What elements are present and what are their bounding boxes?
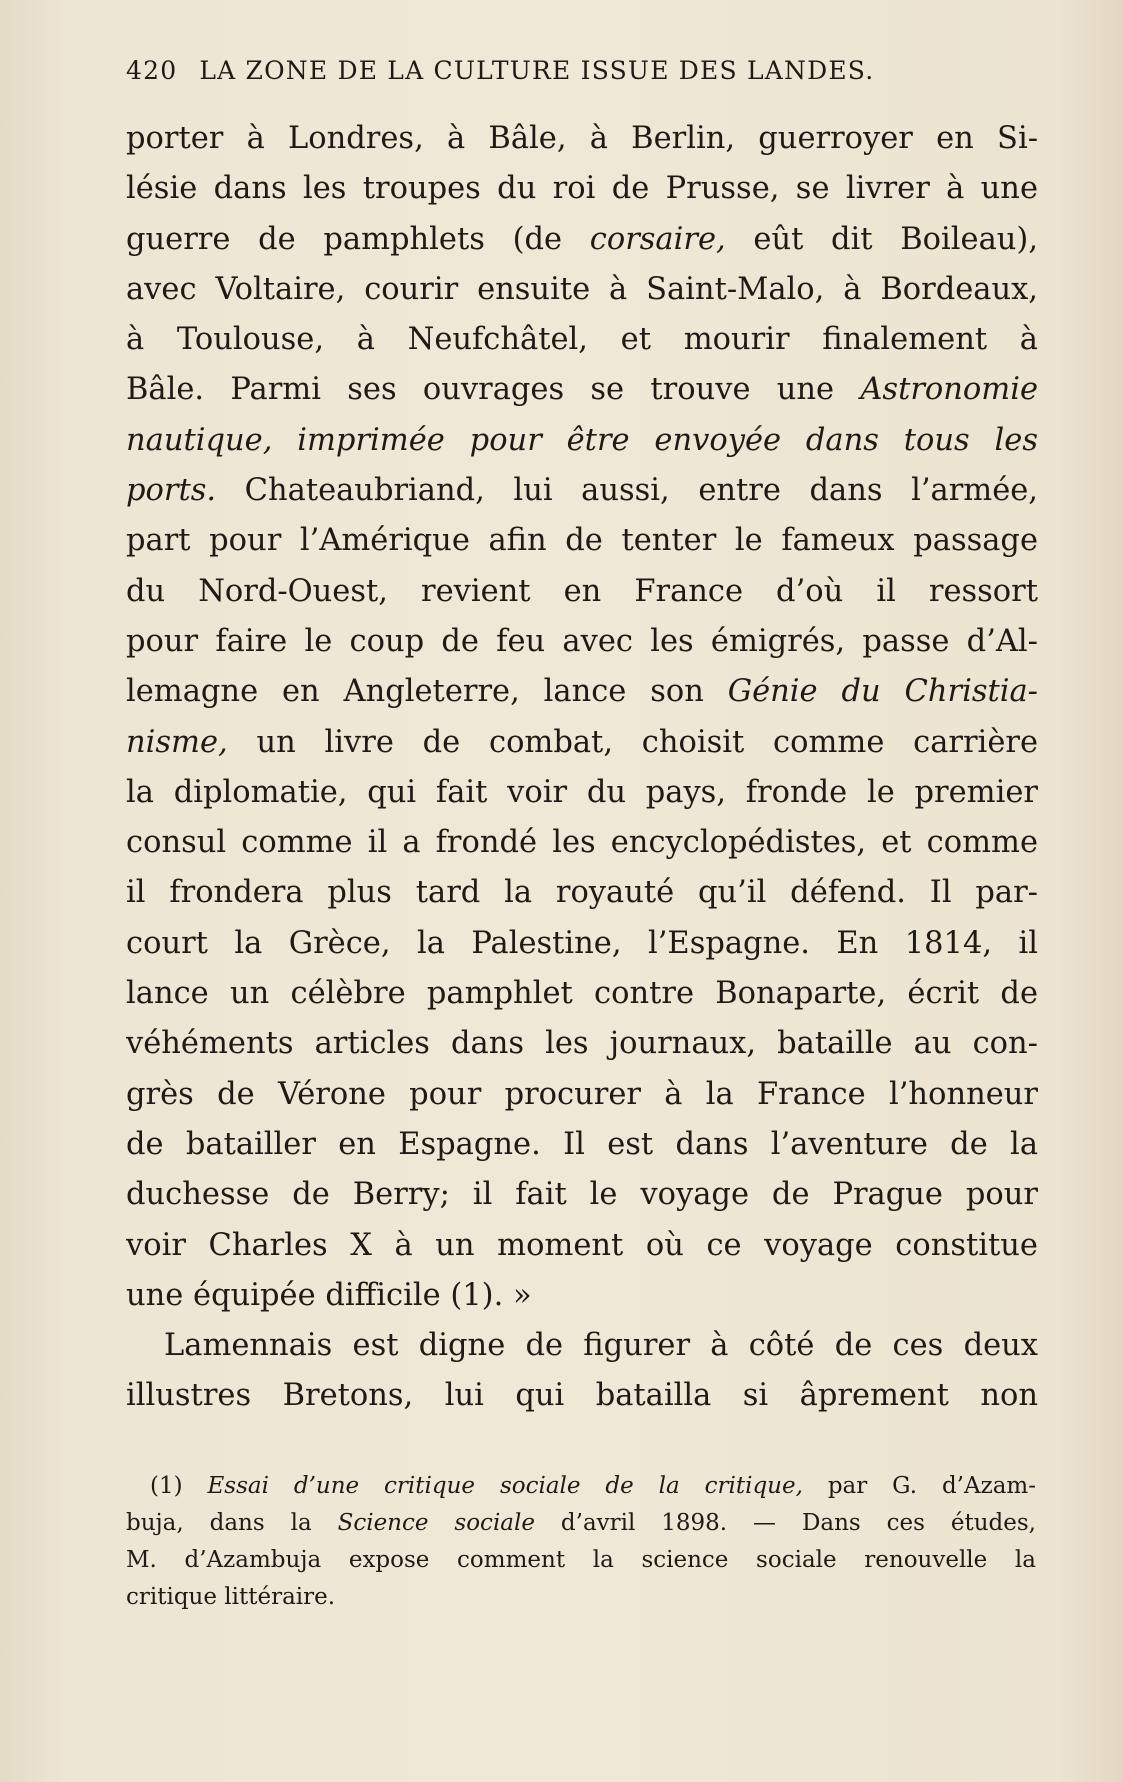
text-line: du Nord-Ouest, revient en France d’où il ressort xyxy=(126,573,1038,609)
text-line: court la Grèce, la Palestine, l’Espagne. En 1814, il xyxy=(126,925,1038,961)
text-line: avec Voltaire, courir ensuite à Saint-Malo, à Bordeaux, xyxy=(126,271,1038,307)
text-line: à Toulouse, à Neufchâtel, et mourir finalement à xyxy=(126,322,1038,358)
italic-text: Essai d’une critique sociale de la critique, xyxy=(207,1473,803,1499)
text-line: duchesse de Berry; il fait le voyage de Prague pour xyxy=(126,1177,1038,1213)
italic-text: ports. xyxy=(126,473,217,509)
text-line: il frondera plus tard la royauté qu’il défend. Il par- xyxy=(126,875,1038,911)
text-line: consul comme il a frondé les encyclopédistes, et comme xyxy=(126,825,1038,861)
text-line: la diplomatie, qui fait voir du pays, fronde le premier xyxy=(126,774,1038,810)
text-line: part pour l’Amérique afin de tenter le fameux passage xyxy=(126,523,1038,559)
italic-text: nisme, xyxy=(126,724,228,760)
italic-text: nautique, imprimée pour être envoyée dans tous les xyxy=(126,422,1038,458)
text-line: lésie dans les troupes du roi de Prusse, se livrer à une xyxy=(126,171,1038,207)
text-line: pour faire le coup de feu avec les émigrés, passe d’Al- xyxy=(126,623,1038,659)
text-line: Bâle. Parmi ses ouvrages se trouve une Astronomie xyxy=(126,372,1038,408)
text-line: grès de Vérone pour procurer à la France l’honneur xyxy=(126,1076,1038,1112)
text-line: voir Charles X à un moment où ce voyage constitue xyxy=(126,1227,1038,1263)
text-line: lemagne en Angleterre, lance son Génie du Christia- xyxy=(126,674,1038,710)
text-line: ports. Chateaubriand, lui aussi, entre dans l’armée, xyxy=(126,473,1038,509)
text-line: une équipée difficile (1). » xyxy=(126,1277,532,1313)
footnote xyxy=(126,1468,1036,1616)
italic-text: Astronomie xyxy=(860,372,1038,408)
paragraph-start-line: Lamennais est digne de figurer à côté de ces deux xyxy=(164,1328,1038,1364)
footnote-marker: (1) xyxy=(150,1473,208,1499)
footnote-line: (1) Essai d’une critique sociale de la critique, par G. d’Azam- xyxy=(150,1473,1036,1499)
page-number: 420 xyxy=(126,56,178,85)
running-head xyxy=(126,56,956,90)
text-line: guerre de pamphlets (de corsaire, eût dit Boileau), xyxy=(126,221,1038,257)
text-line: de batailler en Espagne. Il est dans l’aventure de la xyxy=(126,1126,1038,1162)
text-line xyxy=(126,416,1038,466)
italic-text: Génie du Christia- xyxy=(727,674,1038,710)
footnote-line: M. d’Azambuja expose comment la science sociale renouvelle la xyxy=(126,1547,1036,1573)
text-line: nisme, un livre de combat, choisit comme carrière xyxy=(126,724,1038,760)
text-line: véhéments articles dans les journaux, bataille au con- xyxy=(126,1026,1038,1062)
running-title: LA ZONE DE LA CULTURE ISSUE DES LANDES. xyxy=(199,56,875,85)
body-text xyxy=(126,114,1038,1422)
italic-text: Science sociale xyxy=(337,1510,535,1536)
text-line: illustres Bretons, lui qui batailla si âprement non xyxy=(126,1378,1038,1414)
italic-text: corsaire, xyxy=(589,221,726,257)
text-line: lance un célèbre pamphlet contre Bonaparte, écrit de xyxy=(126,976,1038,1012)
footnote-line: critique littéraire. xyxy=(126,1584,336,1610)
footnote-line: buja, dans la Science sociale d’avril 1898. — Dans ces études, xyxy=(126,1510,1036,1536)
text-line: porter à Londres, à Bâle, à Berlin, guerroyer en Si- xyxy=(126,121,1038,156)
